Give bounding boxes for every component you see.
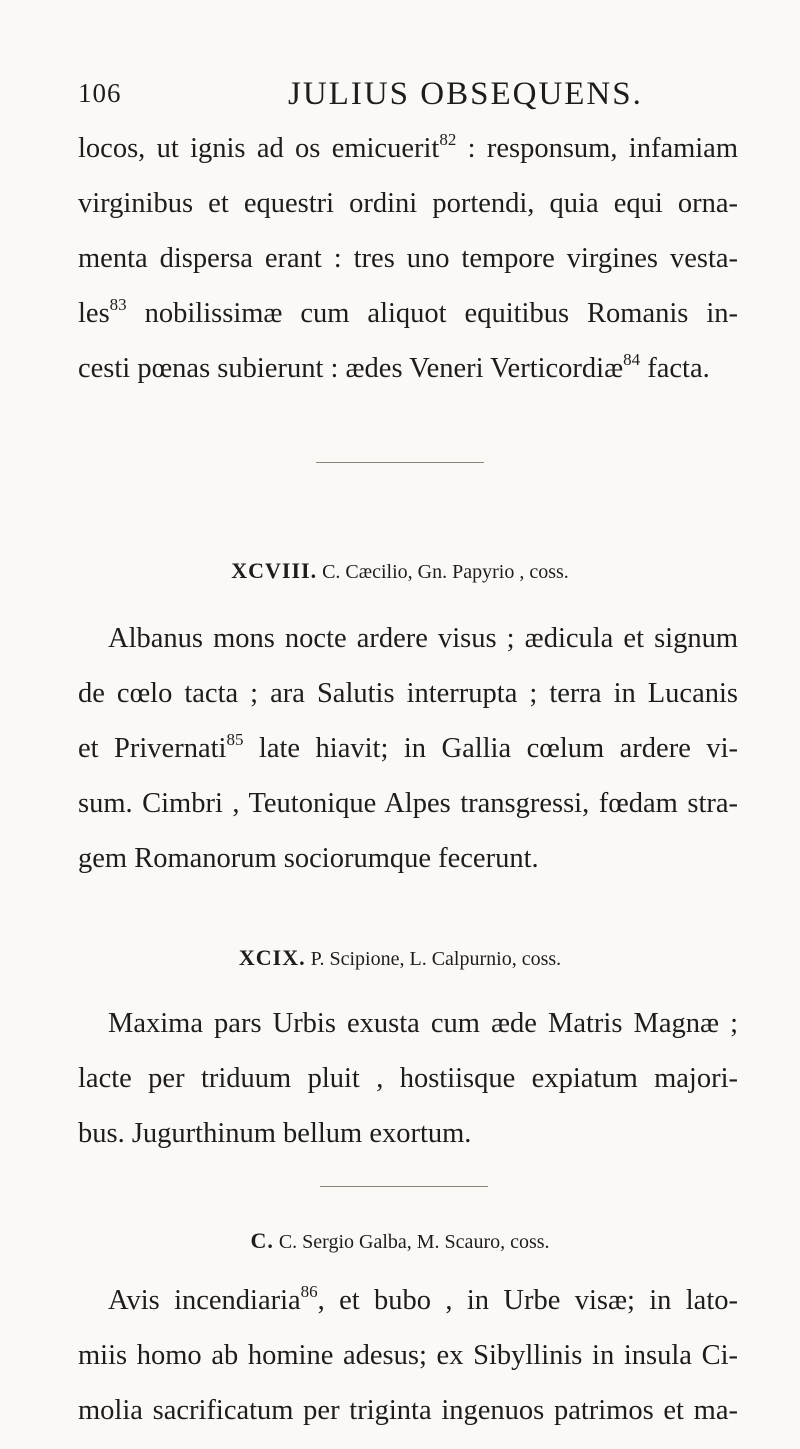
footnote-ref-84: 84 <box>623 350 641 369</box>
section-number: XCVIII. <box>231 558 318 583</box>
text-line: lacte per triduum pluit , hostiisque expiatum majori- <box>78 1063 738 1094</box>
footnote-ref-82: 82 <box>439 130 457 149</box>
footnote-ref-86: 86 <box>300 1282 318 1301</box>
consuls-line: C. Sergio Galba, M. Scauro, coss. <box>278 1231 550 1253</box>
section-heading <box>0 1228 800 1254</box>
text-line: molia sacrificatum per triginta ingenuos patrimos et ma- <box>78 1395 738 1426</box>
footnote-ref-83: 83 <box>109 295 127 314</box>
text-line: sum. Cimbri , Teutonique Alpes transgressi, fœdam stra- <box>78 788 738 819</box>
section-number: XCIX. <box>238 945 306 970</box>
text-line: gem Romanorum sociorumque fecerunt. <box>78 843 539 874</box>
running-head: JULIUS OBSEQUENS. <box>288 76 643 112</box>
text-line: virginibus et equestri ordini portendi, quia equi orna- <box>78 188 738 219</box>
section-divider <box>320 1186 488 1187</box>
text-line: menta dispersa erant : tres uno tempore virgines vesta- <box>78 243 738 274</box>
section-heading <box>0 558 800 584</box>
text-line: miis homo ab homine adesus; ex Sibyllinis in insula Ci- <box>78 1340 738 1371</box>
text-line: Avis incendiaria$^{86}$, et bubo , in Urbe visæ; in lato- <box>108 1282 738 1316</box>
consuls-line: P. Scipione, L. Calpurnio, coss. <box>310 948 562 970</box>
text-line: de cœlo tacta ; ara Salutis interrupta ; terra in Lucanis <box>78 678 738 709</box>
text-line: bus. Jugurthinum bellum exortum. <box>78 1118 472 1149</box>
text-line: Maxima pars Urbis exusta cum æde Matris Magnæ ; <box>108 1008 738 1039</box>
page-number: 106 <box>78 78 122 108</box>
text-line: locos, ut ignis ad os emicuerit$^{82}$ : responsum, infamiam <box>78 130 739 164</box>
section-heading <box>0 945 800 971</box>
consuls-line: C. Cæcilio, Gn. Papyrio , coss. <box>322 561 569 583</box>
text-line: et Privernati$^{85}$ late hiavit; in Gallia cœlum ardere vi- <box>78 730 738 764</box>
text-line: Albanus mons nocte ardere visus ; ædicula et signum <box>108 623 738 654</box>
text-line: les$^{83}$ nobilissimæ cum aliquot equitibus Romanis in- <box>78 295 738 329</box>
text-line: cesti pœnas subierunt : ædes Veneri Verticordiæ$^{84}$ facta. <box>78 350 710 384</box>
footnote-ref-85: 85 <box>226 730 244 749</box>
section-number: C. <box>250 1228 274 1253</box>
page-header <box>78 78 738 118</box>
section-divider <box>316 462 484 463</box>
